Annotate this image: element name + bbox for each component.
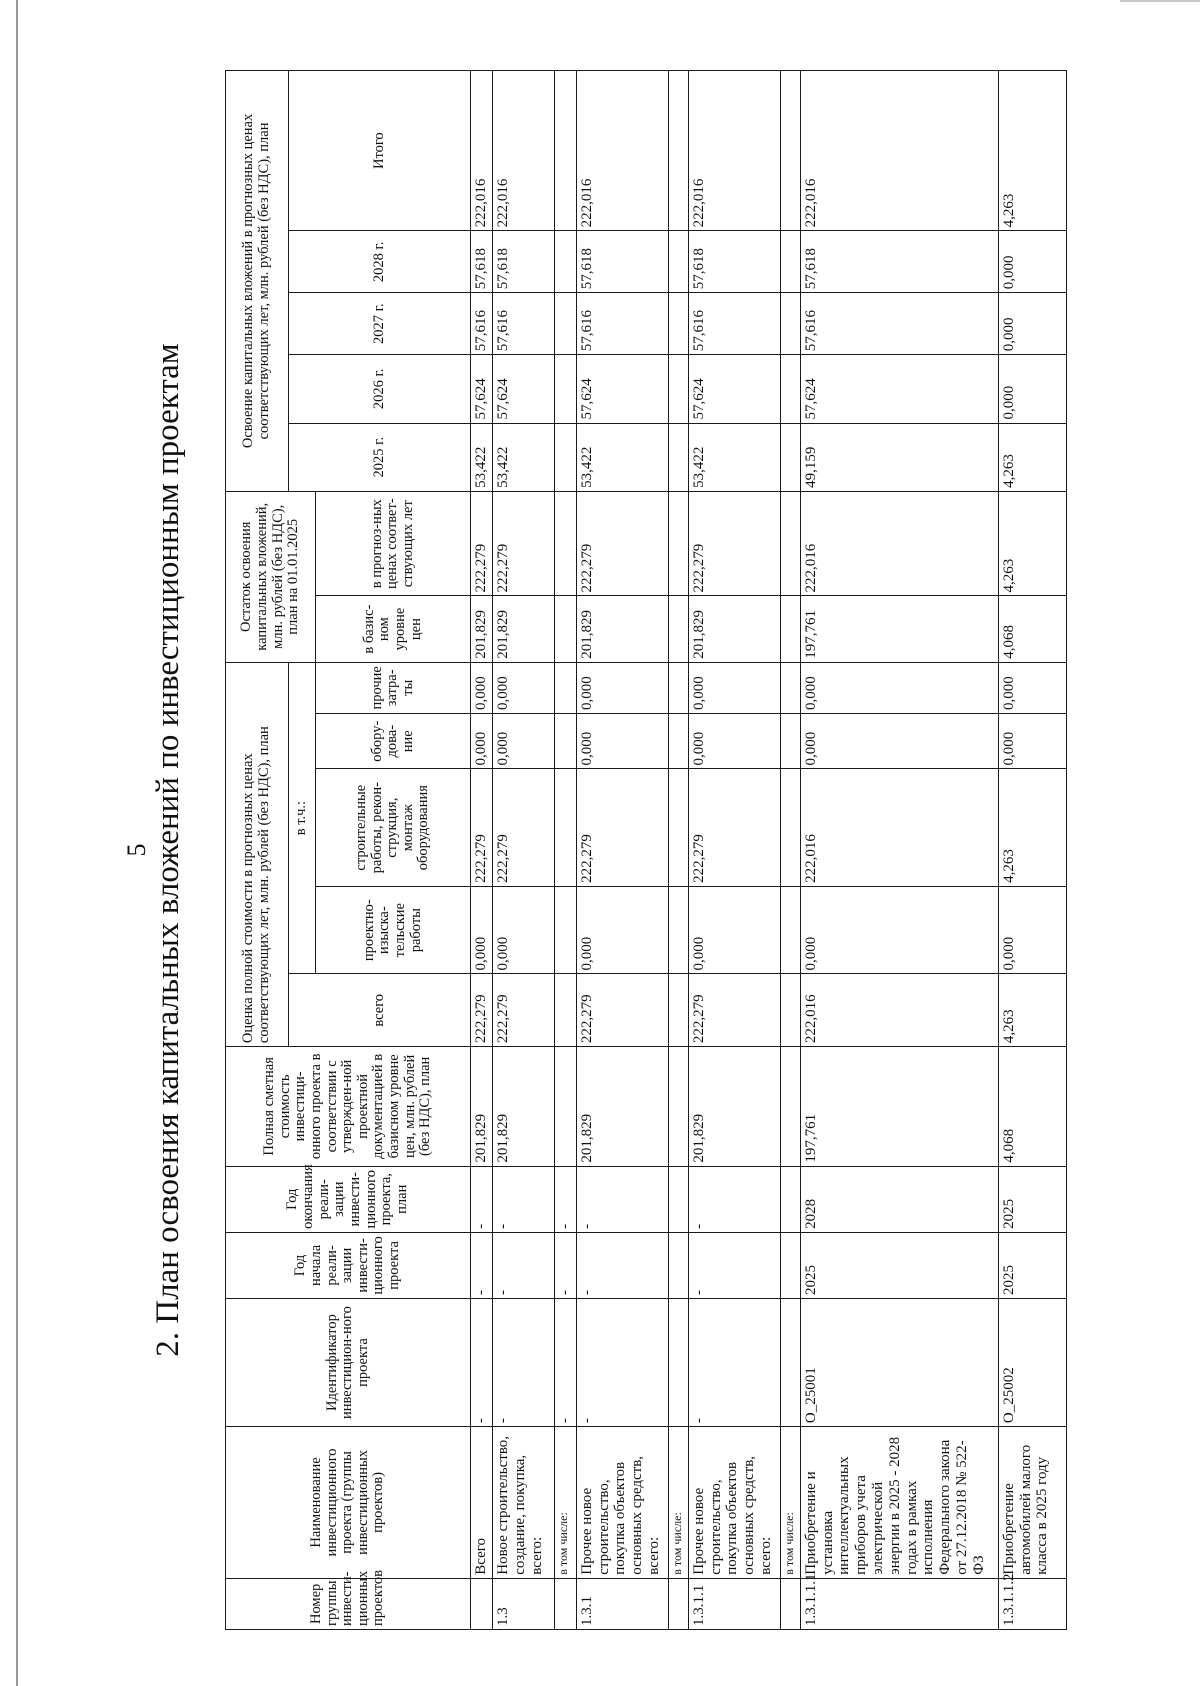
cell-num: 1.3.1.1: [688, 1578, 780, 1629]
header-start-year: Год начала реали-зации инвести-ционного проекта: [226, 1232, 471, 1298]
cell-y2028: 57,618: [493, 231, 555, 293]
cell-total: 222,279: [493, 974, 555, 1047]
cell-num: [471, 1578, 493, 1629]
header-project-name: Наименование инвестиционного проекта (группы инвестиционных проектов): [226, 1427, 471, 1579]
cell-total: 222,016: [800, 974, 998, 1047]
cell-other: [780, 662, 800, 713]
cell-design: [555, 886, 577, 974]
table-row: [668, 71, 688, 1630]
cell-y2028: [780, 231, 800, 293]
cell-cost: 201,829: [471, 1047, 493, 1167]
table-row: [576, 71, 668, 1630]
cell-cost: 201,829: [688, 1047, 780, 1167]
cell-equipment: 0,000: [471, 713, 493, 769]
cell-other: 0,000: [998, 662, 1066, 713]
cell-rem-base: [555, 596, 577, 662]
cell-itogo: 222,016: [688, 71, 780, 231]
cell-itogo: 222,016: [576, 71, 668, 231]
cell-name: Всего: [471, 1427, 493, 1579]
cell-y2027: [668, 293, 688, 355]
cell-start: -: [688, 1232, 780, 1298]
cell-end: -: [471, 1166, 493, 1232]
cell-y2025: [555, 423, 577, 491]
cell-cost: [668, 1047, 688, 1167]
header-y2025: 2025 г.: [289, 423, 471, 491]
cell-y2027: 57,616: [688, 293, 780, 355]
cell-other: [668, 662, 688, 713]
cell-num: 1.3.1.1.1: [800, 1578, 998, 1629]
cell-design: 0,000: [493, 886, 555, 974]
cell-name: Новое строительство, создание, покупка, всего:: [493, 1427, 555, 1579]
cell-name: в том числе:: [780, 1427, 800, 1579]
cell-id: -: [493, 1299, 555, 1427]
cell-total: 222,279: [471, 974, 493, 1047]
cell-name: Приобретение и установка интеллектуальных приборов учета электрической энергии в 2025 - 2028 годах в рамках исполнения Федерального закона от 27.12.2018 № 522-ФЗ: [800, 1427, 998, 1579]
table-row: [555, 71, 577, 1630]
cell-y2028: [668, 231, 688, 293]
cell-y2028: 57,618: [800, 231, 998, 293]
cell-rem-forecast: 4,263: [998, 491, 1066, 596]
cell-num: 1.3.1: [576, 1578, 668, 1629]
cell-rem-forecast: 222,279: [471, 491, 493, 596]
header-end-year: Год окончания реали-зации инвести-ционного проекта, план: [226, 1166, 471, 1232]
cell-other: 0,000: [493, 662, 555, 713]
cell-total: 222,279: [576, 974, 668, 1047]
cell-other: 0,000: [800, 662, 998, 713]
page-number: 5: [122, 843, 151, 857]
cell-end: -: [493, 1166, 555, 1232]
cell-total: [780, 974, 800, 1047]
cell-rem-forecast: 222,279: [576, 491, 668, 596]
cell-cost: 201,829: [576, 1047, 668, 1167]
header-equipment: обору-дова-ние: [316, 713, 471, 769]
investment-plan-table: [225, 70, 1067, 1630]
cell-total: [668, 974, 688, 1047]
cell-start: 2025: [998, 1232, 1066, 1298]
cell-name: Прочее новое строительство, покупка объектов основных средств, всего:: [688, 1427, 780, 1579]
cell-end: 2025: [998, 1166, 1066, 1232]
cell-y2025: 53,422: [471, 423, 493, 491]
cell-rem-base: 197,761: [800, 596, 998, 662]
header-full-cost: Оценка полной стоимости в прогнозных ценах соответствующих лет, млн. рублей (без НДС), план: [226, 662, 289, 1046]
cell-y2026: 57,624: [471, 355, 493, 423]
cell-name: в том числе:: [555, 1427, 577, 1579]
cell-rem-base: 4,068: [998, 596, 1066, 662]
cell-equipment: 0,000: [688, 713, 780, 769]
cell-y2027: 57,616: [800, 293, 998, 355]
cell-itogo: [555, 71, 577, 231]
cell-y2026: 0,000: [998, 355, 1066, 423]
header-row-1: [226, 71, 289, 1630]
cell-itogo: [780, 71, 800, 231]
cell-construction: [555, 769, 577, 886]
header-remaining-forecast: в прогноз-ных ценах соответ-ствующих лет: [316, 491, 471, 596]
cell-id: O_25002: [998, 1299, 1066, 1427]
header-y2027: 2027 г.: [289, 293, 471, 355]
cell-y2028: [555, 231, 577, 293]
cell-itogo: [668, 71, 688, 231]
cell-end: [780, 1166, 800, 1232]
cell-design: 0,000: [998, 886, 1066, 974]
cell-construction: 4,263: [998, 769, 1066, 886]
table-row: [780, 71, 800, 1630]
cell-start: -: [555, 1232, 577, 1298]
cell-design: [668, 886, 688, 974]
cell-end: 2028: [800, 1166, 998, 1232]
cell-other: 0,000: [471, 662, 493, 713]
cell-name: Прочее новое строительство, покупка объектов основных средств, всего:: [576, 1427, 668, 1579]
cell-name: в том числе:: [668, 1427, 688, 1579]
rotated-page: [50, 50, 1150, 1650]
cell-equipment: [780, 713, 800, 769]
cell-design: [780, 886, 800, 974]
cell-rem-base: [668, 596, 688, 662]
cell-equipment: 0,000: [576, 713, 668, 769]
cell-y2028: 57,618: [688, 231, 780, 293]
cell-num: [780, 1578, 800, 1629]
cell-construction: [668, 769, 688, 886]
cell-num: 1.3.1.1.2: [998, 1578, 1066, 1629]
cell-y2025: [780, 423, 800, 491]
table-row: [688, 71, 780, 1630]
cell-y2026: [668, 355, 688, 423]
cell-y2025: 4,263: [998, 423, 1066, 491]
cell-id: -: [555, 1299, 577, 1427]
cell-start: [780, 1232, 800, 1298]
cell-y2026: 57,624: [493, 355, 555, 423]
cell-id: -: [471, 1299, 493, 1427]
cell-rem-base: 201,829: [471, 596, 493, 662]
header-total: всего: [289, 974, 471, 1047]
cell-equipment: [555, 713, 577, 769]
cell-y2028: 0,000: [998, 231, 1066, 293]
table-row: [998, 71, 1066, 1630]
cell-y2025: [668, 423, 688, 491]
cell-name: Приобретение автомобилей малого класса в 2025 году: [998, 1427, 1066, 1579]
scan-edge-left: [16, 0, 18, 1686]
cell-itogo: 222,016: [493, 71, 555, 231]
cell-equipment: 0,000: [493, 713, 555, 769]
cell-total: [555, 974, 577, 1047]
header-construction-works: строительные работы, рекон-струкция, монтаж оборудования: [316, 769, 471, 886]
cell-y2025: 53,422: [493, 423, 555, 491]
cell-y2027: 57,616: [493, 293, 555, 355]
cell-total: 4,263: [998, 974, 1066, 1047]
cell-end: [668, 1166, 688, 1232]
cell-y2028: 57,618: [576, 231, 668, 293]
cell-rem-base: 201,829: [493, 596, 555, 662]
header-y2026: 2026 г.: [289, 355, 471, 423]
cell-cost: [780, 1047, 800, 1167]
cell-rem-forecast: [780, 491, 800, 596]
cell-y2026: [555, 355, 577, 423]
cell-y2028: 57,618: [471, 231, 493, 293]
cell-cost: [555, 1047, 577, 1167]
cell-itogo: 222,016: [800, 71, 998, 231]
cell-rem-base: 201,829: [688, 596, 780, 662]
cell-construction: 222,279: [688, 769, 780, 886]
cell-equipment: 0,000: [998, 713, 1066, 769]
header-remaining-base: в базис-ном уровне цен: [316, 596, 471, 662]
cell-start: [668, 1232, 688, 1298]
header-design-works: проектно-изыска-тельские работы: [316, 886, 471, 974]
header-other-costs: прочие затра-ты: [316, 662, 471, 713]
cell-rem-forecast: 222,279: [493, 491, 555, 596]
cell-equipment: 0,000: [800, 713, 998, 769]
cell-y2027: [780, 293, 800, 355]
cell-y2027: 57,616: [576, 293, 668, 355]
header-project-id: Идентификатор инвестицион-ного проекта: [226, 1299, 471, 1427]
cell-rem-forecast: [555, 491, 577, 596]
cell-rem-forecast: [668, 491, 688, 596]
cell-construction: 222,279: [576, 769, 668, 886]
cell-num: [668, 1578, 688, 1629]
cell-design: 0,000: [800, 886, 998, 974]
cell-itogo: 4,263: [998, 71, 1066, 231]
header-including: в т.ч.:: [289, 662, 316, 974]
cell-end: -: [576, 1166, 668, 1232]
cell-y2027: 0,000: [998, 293, 1066, 355]
header-remaining: Остаток освоения капитальных вложений, млн. рублей (без НДС), план на 01.01.2025: [226, 491, 316, 662]
cell-y2026: 57,624: [800, 355, 998, 423]
cell-start: -: [493, 1232, 555, 1298]
cell-construction: 222,016: [800, 769, 998, 886]
cell-id: [780, 1299, 800, 1427]
cell-num: 1.3: [493, 1578, 555, 1629]
cell-y2026: [780, 355, 800, 423]
cell-id: -: [688, 1299, 780, 1427]
table-body: [471, 71, 1067, 1630]
cell-id: O_25001: [800, 1299, 998, 1427]
cell-y2027: [555, 293, 577, 355]
cell-cost: 4,068: [998, 1047, 1066, 1167]
header-y2028: 2028 г.: [289, 231, 471, 293]
cell-y2027: 57,616: [471, 293, 493, 355]
cell-design: 0,000: [576, 886, 668, 974]
cell-y2026: 57,624: [576, 355, 668, 423]
scan-edge-top: [1120, 0, 1200, 2]
cell-construction: [780, 769, 800, 886]
header-itogo: Итого: [289, 71, 471, 231]
cell-y2026: 57,624: [688, 355, 780, 423]
table-row: [493, 71, 555, 1630]
header-development: Освоение капитальных вложений в прогнозных ценах соответствующих лет, млн. рублей (без НДС), план: [226, 71, 289, 492]
cell-rem-base: [780, 596, 800, 662]
cell-y2025: 53,422: [688, 423, 780, 491]
cell-rem-forecast: 222,279: [688, 491, 780, 596]
cell-end: -: [688, 1166, 780, 1232]
cell-total: 222,279: [688, 974, 780, 1047]
cell-id: -: [576, 1299, 668, 1427]
cell-start: -: [576, 1232, 668, 1298]
cell-itogo: 222,016: [471, 71, 493, 231]
cell-cost: 201,829: [493, 1047, 555, 1167]
table-row: [471, 71, 493, 1630]
cell-construction: 222,279: [493, 769, 555, 886]
cell-other: 0,000: [688, 662, 780, 713]
cell-other: [555, 662, 577, 713]
cell-construction: 222,279: [471, 769, 493, 886]
cell-id: [668, 1299, 688, 1427]
cell-y2025: 53,422: [576, 423, 668, 491]
table-row: [800, 71, 998, 1630]
cell-rem-base: 201,829: [576, 596, 668, 662]
cell-y2025: 49,159: [800, 423, 998, 491]
cell-equipment: [668, 713, 688, 769]
cell-design: 0,000: [688, 886, 780, 974]
cell-other: 0,000: [576, 662, 668, 713]
cell-design: 0,000: [471, 886, 493, 974]
header-group-number: Номер группы инвести-ционных проектов: [226, 1578, 471, 1629]
cell-start: 2025: [800, 1232, 998, 1298]
cell-num: [555, 1578, 577, 1629]
cell-rem-forecast: 222,016: [800, 491, 998, 596]
cell-cost: 197,761: [800, 1047, 998, 1167]
page-title: 2. План освоения капитальных вложений по инвестиционным проектам: [150, 343, 186, 1357]
cell-end: -: [555, 1166, 577, 1232]
cell-start: -: [471, 1232, 493, 1298]
header-estimate-cost: Полная сметная стоимость инвестици-онного проекта в соответствии с утвержден-ной проектной документацией в базисном уровне цен, млн. рублей (без НДС), план: [226, 1047, 471, 1167]
